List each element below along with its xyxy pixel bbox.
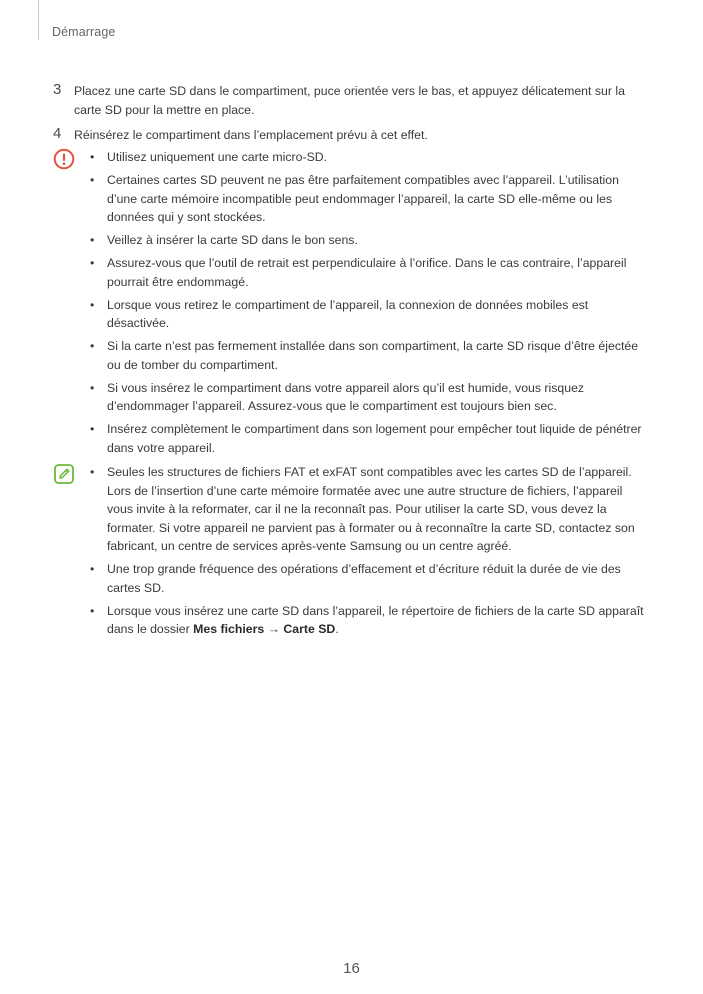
bullet: •: [90, 422, 95, 436]
list-item: [90, 296, 645, 333]
folder-path-sd-card: Carte SD: [283, 622, 336, 636]
list-item-suffix: .: [335, 622, 339, 636]
list-item-text: Certaines cartes SD peuvent ne pas être parfaitement compatibles avec l’appareil. L’utilisation d’une carte mémoire incompatible peut endommager l’appareil, la carte SD elle-même ou les données qui y sont stockées.: [107, 173, 619, 224]
folder-path-my-files: Mes fichiers: [193, 622, 265, 636]
list-item: [90, 231, 645, 250]
list-item-text: Une trop grande fréquence des opérations d’effacement et d’écriture réduit la durée de vie des cartes SD.: [107, 562, 621, 595]
page-number: 16: [343, 960, 360, 977]
step-4: [53, 126, 638, 145]
list-item: [90, 254, 645, 291]
step-3: [53, 82, 638, 119]
list-item: [90, 420, 645, 457]
warning-block: [53, 148, 645, 462]
list-item-text: Lorsque vous insérez une carte SD dans l’appareil, le répertoire de fichiers de la carte SD apparaît dans le dossier: [107, 603, 644, 636]
list-item: [90, 602, 645, 639]
section-title: Démarrage: [52, 25, 116, 39]
note-pencil-icon: [53, 463, 75, 485]
bullet: •: [90, 233, 95, 247]
step-number: 3: [53, 81, 62, 98]
list-item-text: Lorsque vous retirez le compartiment de l’appareil, la connexion de données mobiles est désactivée.: [107, 297, 589, 330]
step-text: Placez une carte SD dans le compartiment, puce orientée vers le bas, et appuyez délicatement sur la carte SD pour la mettre en place.: [74, 84, 625, 117]
step-text: Réinsérez le compartiment dans l’emplacement prévu à cet effet.: [74, 128, 428, 142]
list-item-text: Insérez complètement le compartiment dans son logement pour empêcher tout liquide de pénétrer dans votre appareil.: [107, 422, 642, 455]
step-number: 4: [53, 125, 62, 142]
note-block: [53, 463, 645, 643]
bullet: •: [90, 562, 95, 576]
bullet: •: [90, 173, 95, 187]
list-item: [90, 379, 645, 416]
warning-list: [90, 148, 645, 457]
header-side-rule: [38, 0, 39, 40]
caution-icon: [53, 148, 75, 170]
path-arrow: →: [267, 622, 280, 636]
list-item-text: Veillez à insérer la carte SD dans le bon sens.: [107, 233, 358, 247]
list-item-text: Assurez-vous que l’outil de retrait est perpendiculaire à l’orifice. Dans le cas contraire, l’appareil pourrait être endommagé.: [107, 256, 627, 289]
list-item: [90, 337, 645, 374]
list-item-text: Si vous insérez le compartiment dans votre appareil alors qu’il est humide, vous risquez d’endommager l’appareil. Assurez-vous que le compartiment est toujours bien sec.: [107, 380, 585, 413]
list-item-text: Utilisez uniquement une carte micro-SD.: [107, 150, 328, 164]
list-item: [90, 463, 645, 556]
list-item: [90, 560, 645, 597]
list-item-text: Si la carte n’est pas fermement installée dans son compartiment, la carte SD risque d’être éjectée ou de tomber du compartiment.: [107, 339, 639, 372]
bullet: •: [90, 256, 95, 270]
bullet: •: [90, 603, 95, 618]
list-item-text: Seules les structures de fichiers FAT et exFAT sont compatibles avec les cartes SD de l’appareil. Lors de l’insertion d’une carte mémoire formatée avec une autre structure de fichiers, l’appareil vous invite à la reformater, car il ne la reconnaît pas. Pour utiliser la carte SD, vous devez la formater. Si votre appareil ne parvient pas à formater ou à reconnaître la carte SD, contactez son fabricant, un centre de services après-vente Samsung ou un centre agréé.: [107, 465, 635, 553]
bullet: •: [90, 380, 95, 395]
list-item: [90, 148, 645, 167]
bullet: •: [90, 150, 95, 164]
bullet: •: [90, 297, 95, 312]
bullet: •: [90, 465, 95, 479]
list-item: [90, 171, 645, 227]
bullet: •: [90, 339, 95, 353]
note-list: [90, 463, 645, 639]
